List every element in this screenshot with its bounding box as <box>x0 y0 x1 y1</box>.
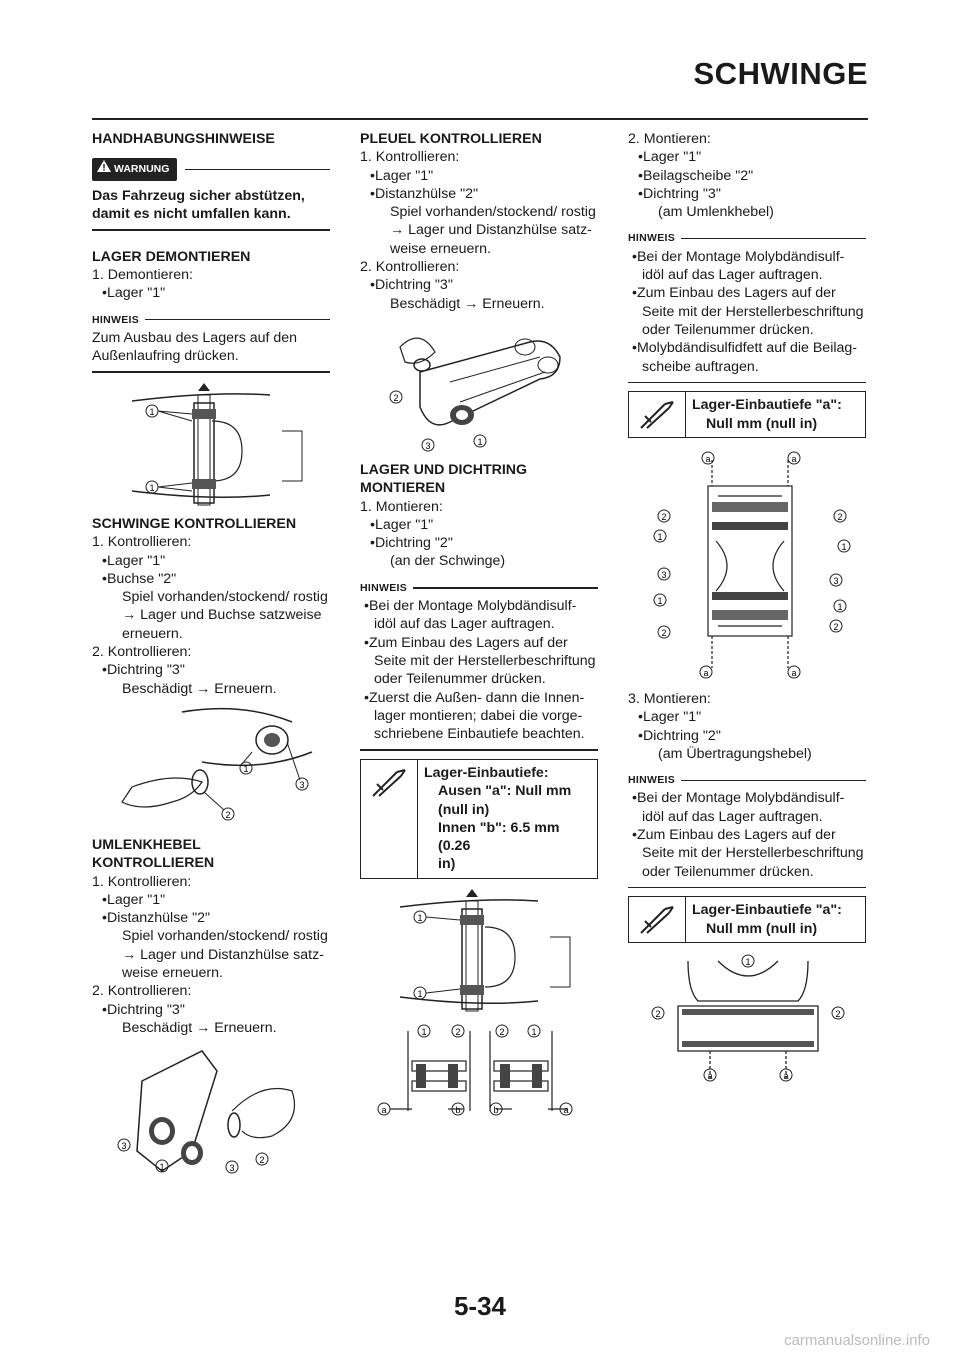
watermark: carmanualsonline.info <box>784 1332 930 1349</box>
callout-3: 3 <box>121 1141 127 1152</box>
step: 1. Montieren: <box>360 498 443 515</box>
column-2 <box>360 130 598 1135</box>
step-item: •Dichtring "3" <box>102 662 185 679</box>
callout-2: 2 <box>259 1155 265 1166</box>
relay-arm-inspection-figure <box>92 1041 330 1181</box>
spec-line: Ausen "a": Null mm <box>438 783 572 800</box>
spec-line: Lager-Einbautiefe "a": <box>692 902 842 919</box>
callout-b: b <box>455 1104 461 1115</box>
callout-1: 1 <box>417 988 423 999</box>
step-item: •Lager "1" <box>370 167 434 184</box>
callout-b: b <box>493 1104 499 1115</box>
callout-1: 1 <box>149 482 155 493</box>
section-heading: SCHWINGE KONTROLLIEREN <box>92 515 297 532</box>
note-header <box>92 311 330 329</box>
callout-a: a <box>703 667 709 678</box>
callout-3: 3 <box>833 575 839 586</box>
callout-1: 1 <box>243 763 249 774</box>
step-item: •Dichtring "2" <box>638 727 721 744</box>
callout-a: a <box>381 1104 387 1115</box>
note-bullet: •Bei der Montage Molybdändisulf-idöl auf das Lager auftragen. <box>632 790 845 825</box>
callout-a: a <box>791 667 797 678</box>
divider <box>360 749 598 751</box>
step-item: •Dichtring "3" <box>102 1001 185 1018</box>
section-heading: MONTIEREN <box>360 480 446 497</box>
step-detail: (an der Schwinge) <box>390 553 506 570</box>
callout-1: 1 <box>417 912 423 923</box>
section-heading: LAGER DEMONTIEREN <box>92 248 251 265</box>
step-item: •Lager "1" <box>102 285 166 302</box>
step: 3. Montieren: <box>628 690 711 707</box>
step-detail: → Lager und Distanzhülse satz-weise erneuern. <box>390 222 592 257</box>
note-label: HINWEIS <box>360 581 408 594</box>
step-detail: → Lager und Buchse satzweise erneuern. <box>122 607 322 642</box>
spec-line: Null mm (null in) <box>706 920 818 937</box>
note-bullet: •Bei der Montage Molybdändisulf-idöl auf das Lager auftragen. <box>632 248 845 284</box>
step-item: •Distanzhülse "2" <box>102 910 211 927</box>
step-detail: (am Umlenkhebel) <box>658 204 774 221</box>
callout-1: 1 <box>657 531 663 542</box>
callout-a: a <box>783 1071 789 1082</box>
step-item: •Lager "1" <box>638 709 702 726</box>
step-detail: Spiel vorhanden/stockend/ rostig <box>390 204 596 221</box>
warning-triangle-icon <box>97 160 111 172</box>
spec-line: (null in) <box>438 801 490 818</box>
step-item: •Distanzhülse "2" <box>370 185 479 202</box>
step: 1. Kontrollieren: <box>360 149 460 166</box>
title-rule <box>92 118 868 120</box>
note-bullet: •Zuerst die Außen- dann die Innen-lager montieren; dabei die vorge-schriebene Einbautiefe beachten. <box>364 689 585 743</box>
note-bullet: •Zum Einbau des Lagers auf der Seite mit der Herstellerbeschriftung oder Teilenummer drücken. <box>364 634 596 688</box>
note-text: Zum Ausbau des Lagers auf den Außenlaufring drücken. <box>92 329 298 365</box>
step-item: •Lager "1" <box>370 516 434 533</box>
callout-1: 1 <box>841 541 847 552</box>
column-3 <box>628 130 866 1095</box>
section-heading: PLEUEL KONTROLLIEREN <box>360 131 542 147</box>
callout-3: 3 <box>229 1163 235 1174</box>
step-item: •Lager "1" <box>102 552 166 569</box>
bearing-removal-figure <box>92 381 330 511</box>
caliper-icon <box>369 766 409 802</box>
step-detail: Beschädigt → Erneuern. <box>122 1019 277 1036</box>
install-depth-figure <box>360 1021 598 1131</box>
caliper-icon <box>637 903 677 939</box>
step: 2. Kontrollieren: <box>92 644 192 661</box>
column-1 <box>92 130 330 1185</box>
divider <box>92 371 330 373</box>
warning-banner <box>92 158 330 180</box>
section-heading: HANDHABUNGSHINWEISE <box>92 131 275 147</box>
spec-box <box>360 759 598 879</box>
step-detail: Spiel vorhanden/stockend/ rostig <box>122 589 328 606</box>
step: 2. Kontrollieren: <box>92 983 192 1000</box>
callout-2: 2 <box>499 1026 505 1037</box>
section-heading: UMLENKHEBEL <box>92 836 201 853</box>
warning-text: Das Fahrzeug sicher abstützen, damit es nicht umfallen kann. <box>92 187 305 222</box>
step-detail: Beschädigt → Erneuern. <box>390 295 545 312</box>
bearing-install-figure <box>360 887 598 1017</box>
callout-2: 2 <box>837 511 843 522</box>
divider <box>628 382 866 384</box>
callout-1: 1 <box>531 1026 537 1037</box>
step-detail: → Lager und Distanzhülse satz-weise erneuern. <box>122 946 324 982</box>
callout-a: a <box>705 453 711 464</box>
callout-1: 1 <box>421 1026 427 1037</box>
section-heading: LAGER UND DICHTRING <box>360 461 528 478</box>
relay-arm-install-figure <box>628 446 866 686</box>
step: 1. Kontrollieren: <box>92 873 192 890</box>
connecting-rod-figure <box>360 317 598 457</box>
callout-2: 2 <box>661 511 667 522</box>
note-header <box>360 579 598 597</box>
divider <box>628 887 866 889</box>
callout-3: 3 <box>299 779 305 790</box>
callout-a: a <box>707 1071 713 1082</box>
spec-line: Null mm (null in) <box>706 415 818 432</box>
divider <box>185 169 330 171</box>
step-detail: Spiel vorhanden/stockend/ rostig <box>122 928 328 945</box>
callout-2: 2 <box>655 1009 661 1020</box>
note-bullet: •Zum Einbau des Lagers auf der Seite mit der Herstellerbeschriftung oder Teilenummer drücken. <box>632 285 864 338</box>
step-item: •Dichtring "3" <box>370 277 453 294</box>
warning-label: WARNUNG <box>114 163 170 176</box>
callout-2: 2 <box>225 809 231 820</box>
spec-line: in) <box>438 856 456 873</box>
callout-2: 2 <box>835 1009 841 1020</box>
caliper-icon <box>637 398 677 434</box>
spec-line: Innen "b": 6.5 mm (0.26 <box>438 819 560 855</box>
spec-line: Lager-Einbautiefe "a": <box>692 397 842 414</box>
swingarm-inspection-figure <box>92 702 330 832</box>
spec-line: Lager-Einbautiefe: <box>424 764 549 781</box>
note-header <box>628 229 866 247</box>
callout-2: 2 <box>661 627 667 638</box>
callout-a: a <box>791 453 797 464</box>
step: 1. Demontieren: <box>92 266 193 283</box>
callout-1: 1 <box>477 436 483 447</box>
transfer-lever-install-figure <box>628 951 866 1091</box>
section-heading: KONTROLLIEREN <box>92 855 215 872</box>
spec-box <box>628 391 866 438</box>
callout-a: a <box>563 1104 569 1115</box>
callout-3: 3 <box>425 440 431 451</box>
step: 2. Montieren: <box>628 131 711 147</box>
page-title: SCHWINGE <box>693 56 868 91</box>
spec-box <box>628 896 866 943</box>
step-item: •Dichtring "2" <box>370 535 453 552</box>
note-header <box>628 771 866 789</box>
step-item: •Beilagscheibe "2" <box>638 167 754 184</box>
note-bullet: •Molybdändisulfidfett auf die Beilag-scheibe auftragen. <box>632 340 858 375</box>
callout-1: 1 <box>149 406 155 417</box>
note-bullet: •Bei der Montage Molybdändisulf-idöl auf das Lager auftragen. <box>364 598 577 633</box>
divider <box>92 229 330 231</box>
callout-3: 3 <box>661 569 667 580</box>
callout-1: 1 <box>745 957 751 968</box>
note-label: HINWEIS <box>628 774 676 787</box>
step: 1. Kontrollieren: <box>92 534 192 551</box>
callout-1: 1 <box>159 1162 165 1173</box>
warning-badge <box>92 158 177 180</box>
note-label: HINWEIS <box>92 313 140 326</box>
callout-2: 2 <box>833 621 839 632</box>
step-item: •Lager "1" <box>638 149 702 166</box>
step-item: •Buchse "2" <box>102 570 177 587</box>
callout-2: 2 <box>455 1026 461 1037</box>
step-detail: (am Übertragungshebel) <box>658 745 812 762</box>
note-bullet: •Zum Einbau des Lagers auf der Seite mit der Herstellerbeschriftung oder Teilenummer drücken. <box>632 827 864 880</box>
step-item: •Dichtring "3" <box>638 185 721 202</box>
page-number: 5-34 <box>453 1291 507 1321</box>
callout-1: 1 <box>657 595 663 606</box>
step-item: •Lager "1" <box>102 891 166 908</box>
step: 2. Kontrollieren: <box>360 259 460 276</box>
callout-1: 1 <box>837 601 843 612</box>
note-label: HINWEIS <box>628 232 676 245</box>
step-detail: Beschädigt → Erneuern. <box>122 680 277 697</box>
callout-2: 2 <box>393 392 399 403</box>
